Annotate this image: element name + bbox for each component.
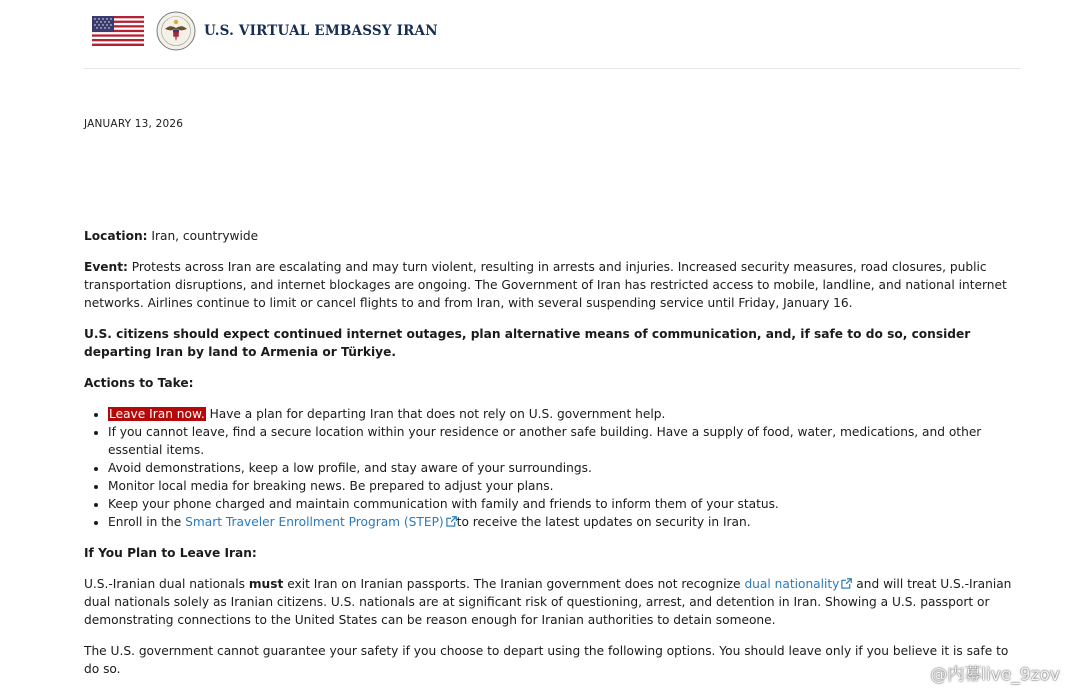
watermark-text: @内幕live_9zov	[930, 665, 1060, 685]
external-link-icon[interactable]	[446, 516, 457, 527]
actions-heading: Actions to Take:	[84, 376, 194, 390]
weibo-logo-icon	[896, 662, 926, 684]
dual-nationality-link[interactable]: dual nationality	[744, 577, 840, 591]
final-paragraph: The U.S. government cannot guarantee your safety if you choose to depart using the following options. You should leave only if you believe it is safe to do so.	[84, 644, 1009, 676]
alert-date: JANUARY 13, 2026	[84, 118, 184, 130]
watermark	[896, 660, 1060, 685]
event-label: Event:	[84, 260, 128, 274]
list-item: • Avoid demonstrations, keep a low profile, and stay aware of your surroundings.	[108, 459, 1024, 477]
actions-list	[84, 405, 1024, 531]
list-item: • Enroll in the Smart Traveler Enrollment Program (STEP) to receive the latest updates on security in Iran.	[108, 513, 1024, 531]
must-emphasis: must	[248, 577, 284, 591]
event-paragraph	[84, 258, 1024, 312]
list-item: • If you cannot leave, find a secure location within your residence or another safe building. Have a supply of food, water, medications, and other essential items.	[108, 423, 1024, 459]
list-item: • Monitor local media for breaking news. Be prepared to adjust your plans.	[108, 477, 1024, 495]
event-text: Protests across Iran are escalating and may turn violent, resulting in arrests and injuries. Increased security measures, road closures, public transportation disruptions, and internet blockages are ongoing. The Government of Iran has restricted access to mobile, landline, and national internet networks. Airlines continue to limit or cancel flights to and from Iran, with several suspending service until Friday, January 16.	[84, 260, 1007, 310]
location-value: Iran, countrywide	[147, 229, 259, 243]
leave-heading: If You Plan to Leave Iran:	[84, 546, 257, 560]
external-link-icon[interactable]	[841, 578, 852, 589]
us-flag-icon	[92, 16, 144, 46]
location-paragraph	[84, 227, 1024, 245]
department-of-state-seal-icon	[156, 11, 196, 51]
header-divider	[84, 68, 1020, 69]
list-item: • Leave Iran now. Have a plan for departing Iran that does not rely on U.S. government help.	[108, 405, 1024, 423]
alert-content	[84, 227, 1024, 691]
leave-now-highlight: Leave Iran now.	[109, 407, 205, 421]
bold-statement: U.S. citizens should expect continued internet outages, plan alternative means of communication, and, if safe to do so, consider departing Iran by land to Armenia or Türkiye.	[84, 327, 971, 359]
list-item: • Keep your phone charged and maintain communication with family and friends to inform them of your status.	[108, 495, 1024, 513]
site-title[interactable]: U.S. VIRTUAL EMBASSY IRAN	[204, 23, 438, 39]
location-label: Location:	[84, 229, 148, 243]
site-header	[92, 10, 438, 52]
dual-nationals-paragraph: U.S.-Iranian dual nationals must exit Iran on Iranian passports. The Iranian government does not recognize dual nationality and will treat U.S.-Iranian dual nationals solely as Iranian citizens. U.S. nationals are at significant risk of questioning, arrest, and detention in Iran. Showing a U.S. passport or demonstrating connections to the United States can be reason enough for Iranian authorities to detain someone.	[84, 577, 1012, 627]
step-link[interactable]: Smart Traveler Enrollment Program (STEP)	[185, 515, 444, 529]
